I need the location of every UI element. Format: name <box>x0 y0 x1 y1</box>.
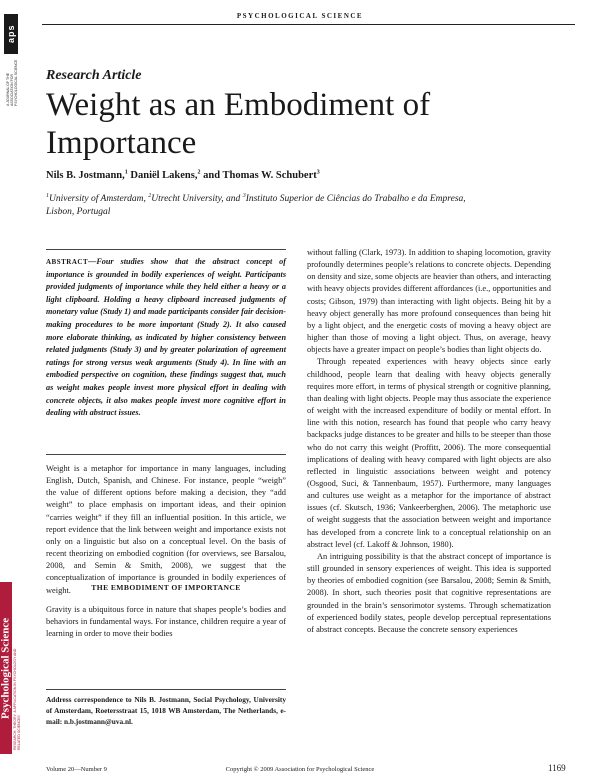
section-paragraph: Gravity is a ubiquitous force in nature that shapes people’s bodies and behaviors in fundamental ways. For instance, children require a year of learning in order to move their bodies <box>46 605 286 639</box>
journal-stripe-caption: RESEARCH, THEORY, & APPLICATION IN PSYCHOLOGY AND RELATED SCIENCES <box>13 648 21 750</box>
section-body <box>46 604 286 640</box>
body-paragraph-2: Through repeated experiences with heavy objects since early childhood, people learn that dealing with heavy objects generally requires more effort, in terms of physical strength or cognitive planning, than dealing with light objects. People may thus associate the experience of weight with the increased expenditure of bodily or mental effort. In line with this notion, research has found that people who carry heavy backpacks judge distances to be greater and hills to be steeper than those who do not carry this weight (Proffitt, 2006). The more consequential implications of dealing with heavy compared with light objects are also reflected in linguistic associations between weight and potency (Osgood, Suci, & Tannenbaum, 1957). Furthermore, many languages and cultures use weight as a metaphor for the importance of abstract issues (cf. Skutsch, 1936; Vankeerberghen, 2006). The metaphoric use of weight suggests that the association between weight and importance has developed from a concrete link to a conceptual relationship on an abstract level (cf. Lakoff & Johnson, 1980). <box>307 357 551 549</box>
footnote-rule <box>46 689 286 690</box>
affil-2-marker: 2 <box>148 192 152 199</box>
affil-3-city: Lisbon, Portugal <box>46 207 111 217</box>
abstract-top-rule <box>46 249 286 250</box>
affil-3-marker: 3 <box>242 192 246 199</box>
journal-name: PSYCHOLOGICAL SCIENCE <box>236 12 364 20</box>
author-1: Nils B. Jostmann, <box>46 170 125 181</box>
page-number: 1169 <box>548 763 566 773</box>
left-column-body <box>46 463 286 597</box>
affil-1-marker: 1 <box>46 192 49 199</box>
abstract <box>46 256 286 420</box>
author-3: and Thomas W. Schubert <box>200 170 317 181</box>
body-paragraph-1: without falling (Clark, 1973). In addition to shaping locomotion, gravity profoundly determines people’s relations to concrete objects. Depending on density and size, some objects are heavier than others, and interacting with heavy objects provides different affordances (i.e., opportunities and costs; Gibson, 1979) than interacting with light objects. Being hit by a heavy object generally has more profound consequences than being hit by a light object, and the energetic costs of moving a heavy object are higher than those of moving a light object. Thus, on average, heavy objects have a greater impact on people’s bodies than light objects do. <box>307 248 551 355</box>
aps-logo: aps <box>4 14 18 54</box>
affiliations <box>46 193 556 219</box>
abstract-bottom-rule <box>46 454 286 455</box>
header-rule <box>42 24 575 25</box>
correspondence-address: Address correspondence to Nils B. Jostmann, Social Psychology, University of Amsterdam, Roetersstraat 15, 1018 WB Amsterdam, The Netherlands, e-mail: n.b.jostmann@uva.nl. <box>46 695 286 726</box>
right-column-body <box>307 247 551 636</box>
affil-3: Instituto Superior de Ciências do Trabalho e da Empresa, <box>245 194 466 204</box>
author-3-affil: 3 <box>316 169 320 176</box>
abstract-text: —Four studies show that the abstract concept of importance is grounded in bodily experiences of weight. Participants provided judgments of importance while they held either a heavy or a light clipboard. Holding a heavy clipboard increased judgments of monetary value (Study 1) and made participants consider fair decision-making procedures to be more important (Study 2). It also caused more elaborate thinking, as indicated by higher consistency between related judgments (Study 3) and by greater polarization of agreement ratings for strong versus weak arguments (Study 4). In line with an embodied perspective on cognition, these findings suggest that, much as weight makes people invest more physical effort in dealing with concrete objects, it also makes people invest more cognitive effort in dealing with abstract issues. <box>46 257 286 418</box>
affil-2: Utrecht University, and <box>151 194 243 204</box>
aps-logo-caption: A JOURNAL OF THE ASSOCIATION FOR PSYCHOLOGICAL SCIENCE <box>6 59 18 106</box>
intro-paragraph: Weight is a metaphor for importance in many languages, including English, Dutch, Spanish, and Chinese. For instance, people “weigh” the value of different options before making a decision, they “add weight” to place emphasis on important ideas, and their opinion “carries weight” if they fill an influential position. In this article, we report evidence that the link between weight and importance exists not only on a linguistic but also on a conceptual level. On the basis of recent theorizing on embodied cognition (for overviews, see Barsalou, 2008, and Semin & Smith, 2008), we suggest that the conceptualization of importance is grounded in bodily experiences of weight. <box>46 464 286 595</box>
abstract-label: ABSTRACT <box>46 258 89 266</box>
author-list <box>46 170 320 181</box>
article-type: Research Article <box>46 68 142 83</box>
journal-stripe: Psychological Science <box>0 582 12 754</box>
affil-1: University of Amsterdam, <box>49 194 149 204</box>
author-2: Daniël Lakens, <box>127 170 198 181</box>
author-1-affil: 1 <box>124 169 128 176</box>
footer-copyright: Copyright © 2009 Association for Psychological Science <box>225 766 375 773</box>
page-title: Weight as an Embodiment of Importance <box>46 87 431 161</box>
footer-volume: Volume 20—Number 9 <box>46 766 107 773</box>
author-2-affil: 2 <box>197 169 201 176</box>
section-heading: THE EMBODIMENT OF IMPORTANCE <box>91 583 241 592</box>
body-paragraph-3: An intriguing possibility is that the abstract concept of importance is still grounded in sensory experiences of weight. This idea is supported by theories of embodied cognition (see Barsalou, 2008; Semin & Smith, 2008). In short, such theories posit that cognitive representations are grounded in the brain’s sensorimotor systems. Through schematization of experienced bodily states, people develop perceptual representations of abstract concepts. Because the concrete sensory experiences <box>307 551 551 634</box>
